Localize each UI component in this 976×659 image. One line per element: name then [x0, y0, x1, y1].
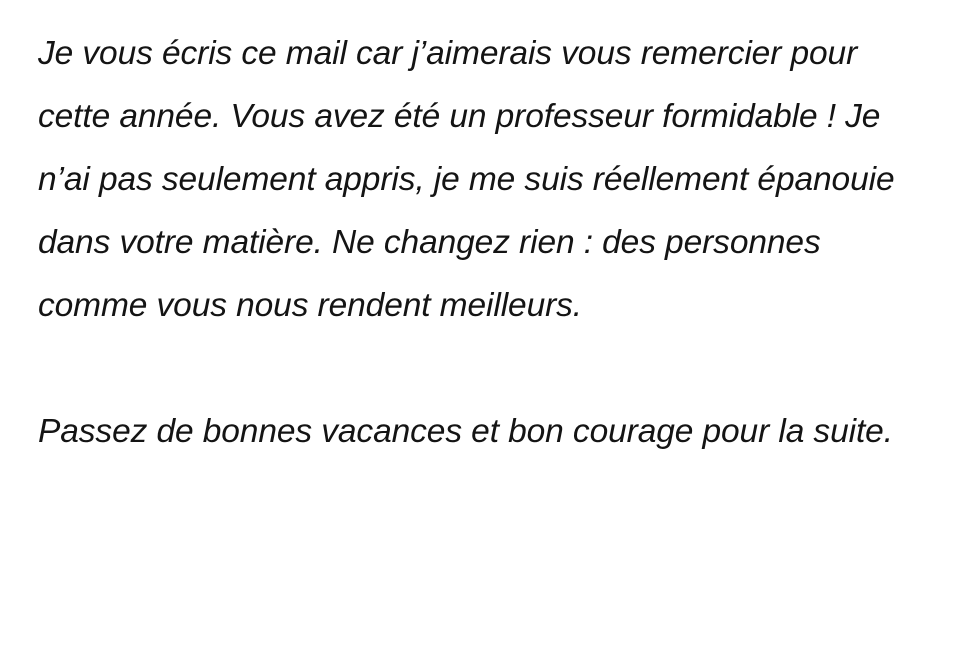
paragraph-2: Passez de bonnes vacances et bon courage pour la suite. — [38, 413, 893, 450]
paragraph-1: Je vous écris ce mail car j’aimerais vous remercier pour cette année. Vous avez été un professeur formidable ! Je n’ai pas seulement appris, je me suis réellement épanouie dans votre matière. Ne changez rien : des personnes comme vous nous rendent meilleurs. — [38, 35, 895, 324]
message-body — [38, 22, 924, 463]
